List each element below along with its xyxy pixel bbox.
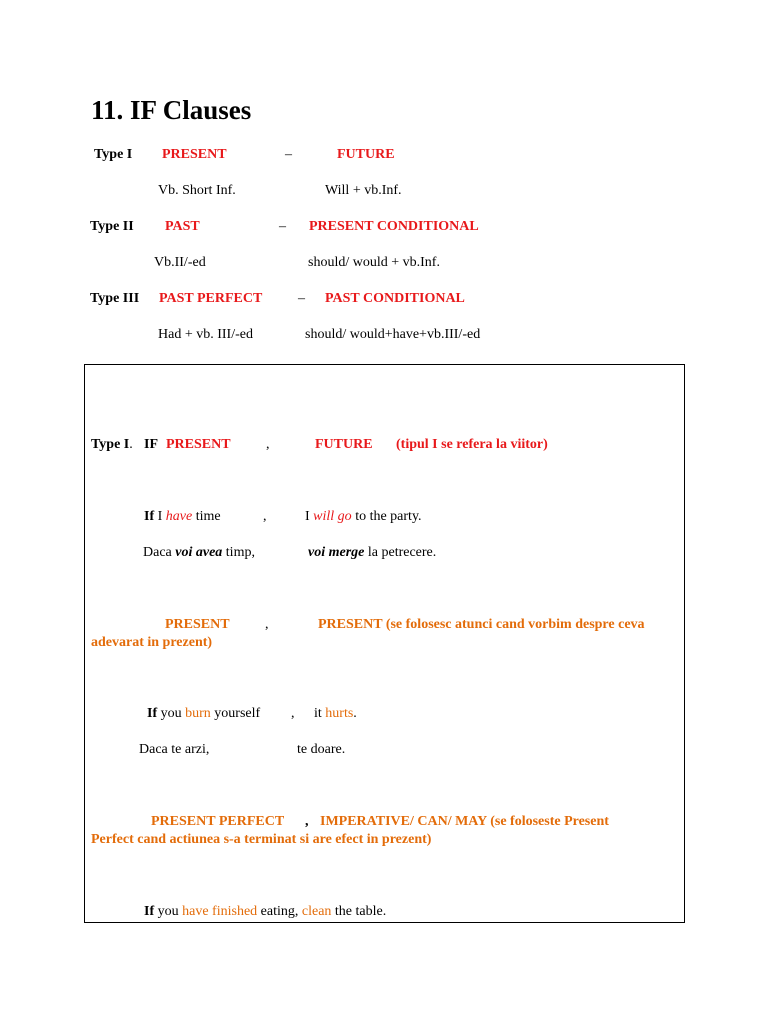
type-iii-label: Type III [90, 291, 140, 306]
type-iii-condition: PAST PERFECT [159, 291, 263, 306]
romanian-1-result [308, 545, 436, 561]
ex2-dot: . [353, 706, 357, 721]
ex2-hurts: hurts [325, 706, 354, 721]
example-1 [144, 509, 221, 525]
zero-comma: , [265, 617, 269, 632]
box-type-i-dot: . [129, 437, 133, 452]
ex1-i: I [157, 509, 163, 524]
pp-imperative-description-cont: Perfect cand actiunea s-a terminat si are efect in prezent) [91, 832, 432, 847]
ex1-time: time [195, 509, 221, 524]
type-i-form-left: Vb. Short Inf. [158, 183, 236, 198]
type-i-result: FUTURE [337, 147, 395, 162]
type-iii-result: PAST CONDITIONAL [325, 291, 465, 306]
type-ii-result: PRESENT CONDITIONAL [309, 219, 479, 234]
type-iii-form-left: Had + vb. III/-ed [158, 327, 253, 342]
ex1-will-go: will go [313, 509, 352, 524]
example-1-result [305, 509, 422, 525]
example-2-result [314, 706, 357, 722]
type-i-condition: PRESENT [162, 147, 227, 162]
ro1-rest: la petrecere. [367, 545, 437, 560]
ex3-if: If [144, 904, 155, 919]
zero-present-description-cont: adevarat in prezent) [91, 635, 213, 650]
ex2-burn: burn [185, 706, 211, 721]
ex3-rest: the table. [334, 904, 387, 919]
ro1-voi-merge: voi merge [308, 545, 365, 560]
pp-imperative-description: IMPERATIVE/ CAN/ MAY (se foloseste Present [320, 814, 609, 829]
romanian-2-result: te doare. [297, 742, 346, 757]
ex2-yourself: yourself [214, 706, 261, 721]
ex1-i2: I [305, 509, 310, 524]
pp-comma: , [305, 814, 309, 829]
ro1-daca: Daca [143, 545, 172, 560]
box-type-i-heading [91, 437, 133, 453]
box-present-label: PRESENT [166, 437, 231, 452]
ex1-rest: to the party. [355, 509, 422, 524]
ro1-voi-avea: voi avea [175, 545, 223, 560]
example-2 [147, 706, 260, 722]
box-future-label: FUTURE [315, 437, 373, 452]
example-3 [144, 904, 386, 920]
type-i-label: Type I [94, 147, 133, 162]
type-iii-form-right: should/ would+have+vb.III/-ed [305, 327, 481, 342]
type-ii-condition: PAST [165, 219, 200, 234]
ex1-if: If [144, 509, 155, 524]
box-type-i-note: (tipul I se refera la viitor) [396, 437, 548, 452]
zero-present-label: PRESENT [165, 617, 230, 632]
ex2-you: you [160, 706, 182, 721]
type-ii-dash: – [279, 219, 286, 234]
box-comma: , [266, 437, 270, 452]
ex3-clean: clean [301, 904, 332, 919]
ex2-if: If [147, 706, 158, 721]
pp-label: PRESENT PERFECT [151, 814, 285, 829]
box-type-i-label: Type I [91, 437, 130, 452]
ex1-comma: , [263, 509, 267, 524]
page-title: 11. IF Clauses [91, 95, 252, 125]
ex2-it: it [314, 706, 322, 721]
ro1-timp: timp, [225, 545, 255, 560]
romanian-2: Daca te arzi, [139, 742, 210, 757]
type-ii-label: Type II [90, 219, 134, 234]
ex3-eating: eating, [260, 904, 299, 919]
type-i-form-right: Will + vb.Inf. [325, 183, 402, 198]
ex3-have-finished: have finished [182, 904, 258, 919]
type-iii-dash: – [298, 291, 305, 306]
type-ii-form-left: Vb.II/-ed [154, 255, 206, 270]
zero-present-description: PRESENT (se folosesc atunci cand vorbim despre ceva [318, 617, 645, 632]
romanian-1 [143, 545, 255, 561]
ex1-have: have [165, 509, 193, 524]
box-if-keyword: IF [144, 437, 158, 452]
ex2-comma: , [291, 706, 295, 721]
ex3-you: you [157, 904, 179, 919]
type-ii-form-right: should/ would + vb.Inf. [308, 255, 440, 270]
type-i-dash: – [285, 147, 292, 162]
